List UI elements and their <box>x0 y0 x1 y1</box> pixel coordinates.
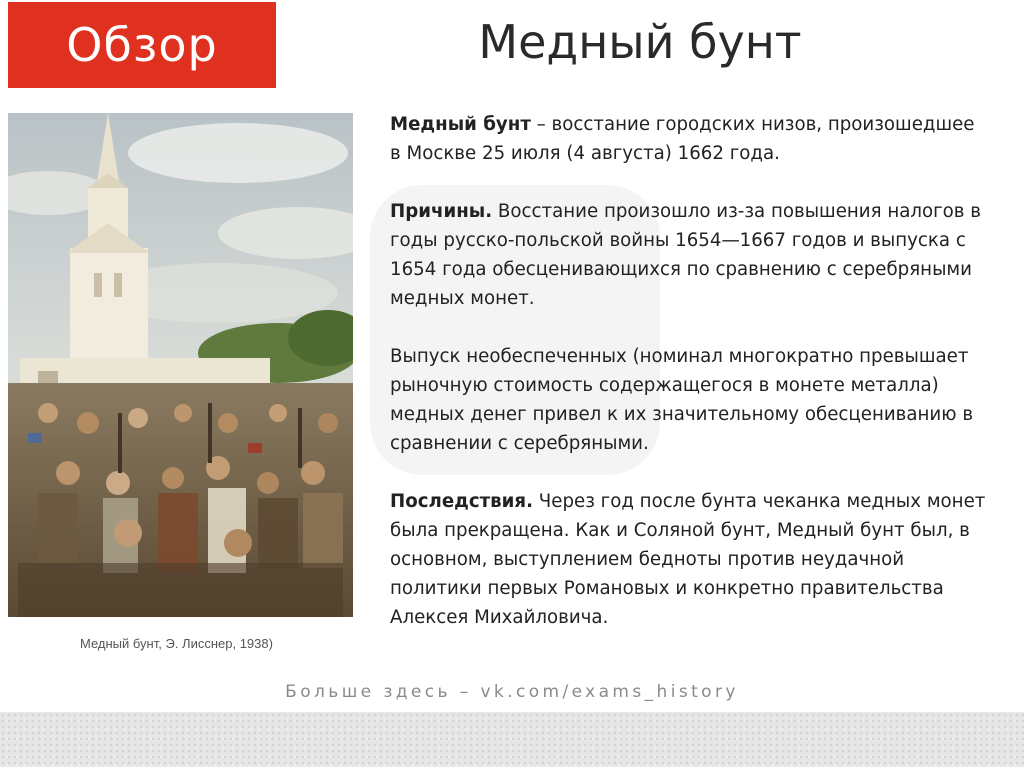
footer-band <box>0 712 1024 767</box>
painting-image <box>8 113 353 617</box>
paragraph-devaluation: Выпуск необеспеченных (номинал многократно превышает рыночную стоимость содержащегося в монете металла) медных денег привел к их значительному обесцениванию в сравнении с серебряными. <box>390 346 974 454</box>
term-copper-riot: Медный бунт <box>390 114 531 135</box>
article-text <box>390 110 990 661</box>
consequences-text: Через год после бунта чеканка медных монет была прекращена. Как и Соляной бунт, Медный бунт был, в основном, выступлением бедноты против неудачной политики первых Романовых и конкретно правительства Алексея Михайловича. <box>390 491 986 628</box>
paragraph-definition <box>390 110 990 168</box>
badge-label: Обзор <box>66 18 218 72</box>
section-badge <box>8 2 276 88</box>
term-causes: Причины. <box>390 201 493 222</box>
term-consequences: Последствия. <box>390 491 534 512</box>
footer-link[interactable]: Больше здесь – vk.com/exams_history <box>285 682 739 702</box>
definition-text: – восстание городских низов, произошедшее в Москве 25 июля (4 августа) 1662 года. <box>390 114 975 164</box>
painting-caption: Медный бунт, Э. Лисснер, 1938) <box>80 636 273 651</box>
paragraph-consequences <box>390 487 990 632</box>
page-title: Медный бунт <box>478 15 802 69</box>
causes-text: Восстание произошло из-за повышения налогов в годы русско-польской войны 1654—1667 годов и выпуска с 1654 года обесценивающихся по сравнению с серебряными медных монет. <box>390 201 982 309</box>
paragraph-causes <box>390 197 990 313</box>
